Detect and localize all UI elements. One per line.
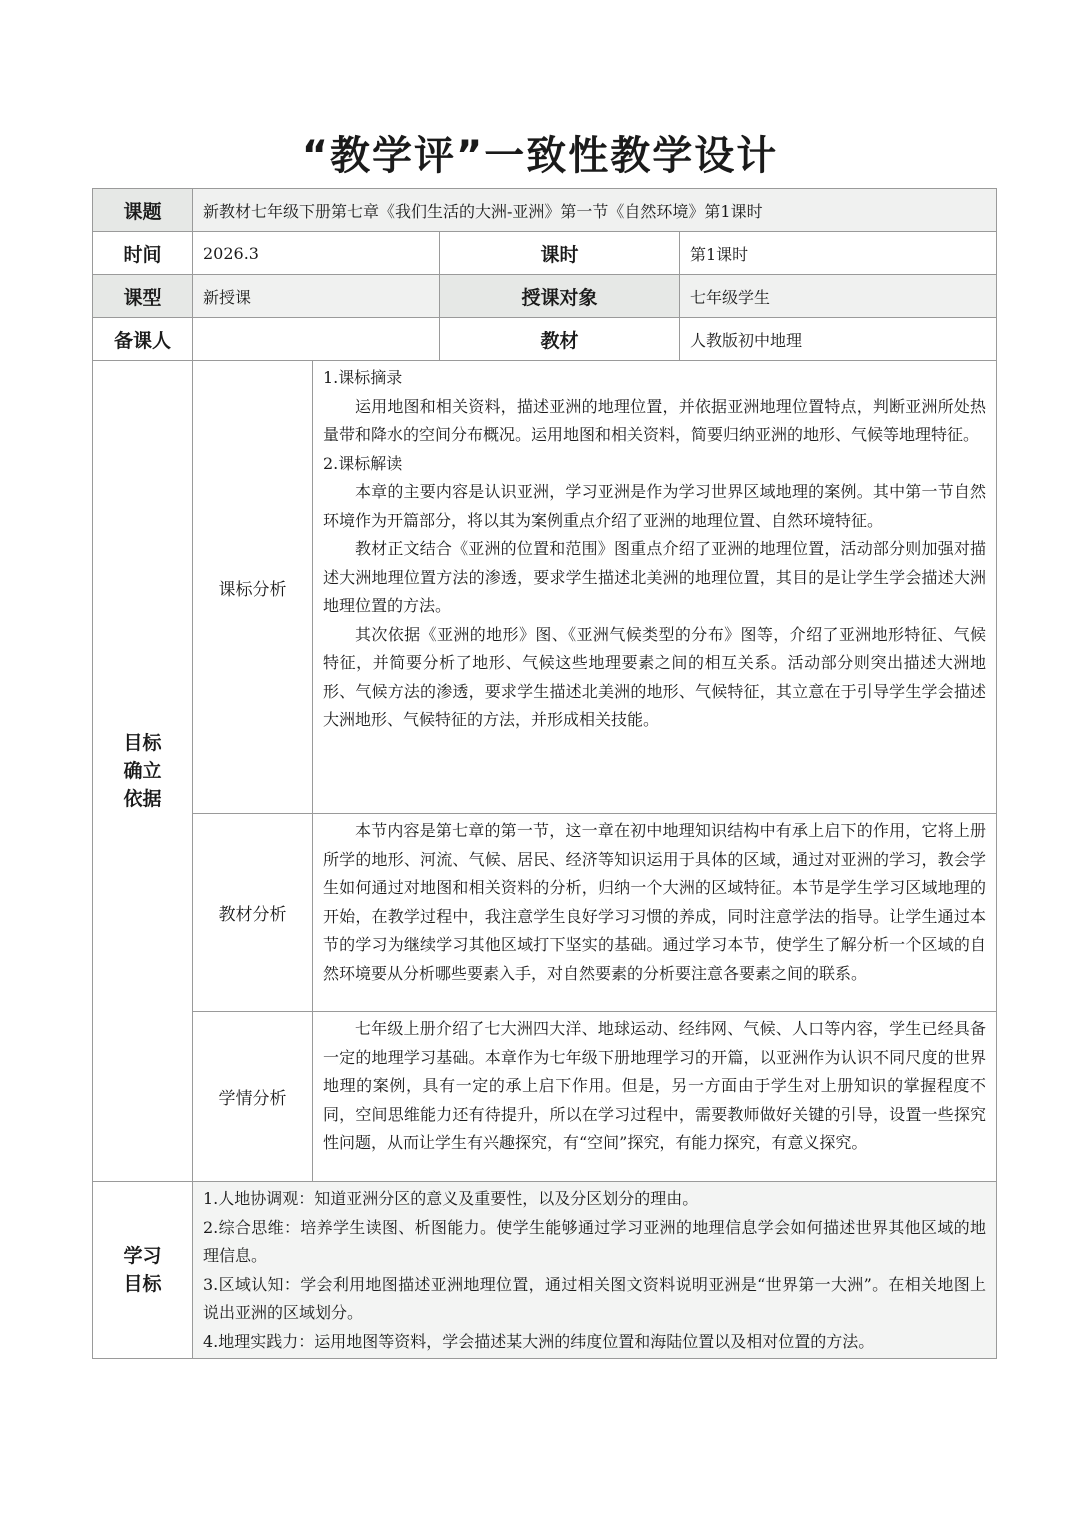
- topic-value: 新教材七年级下册第七章《我们生活的大洲-亚洲》第一节《自然环境》第1课时: [193, 189, 997, 232]
- standard-paragraph-2: 本章的主要内容是认识亚洲，学习亚洲是作为学习世界区域地理的案例。其中第一节自然环境作为开篇部分，将以其为案例重点介绍了亚洲的地理位置、自然环境特征。: [323, 482, 987, 530]
- goal-item-1: 1.人地协调观：知道亚洲分区的意义及重要性，以及分区划分的理由。: [203, 1189, 699, 1208]
- goal-item-4: 4.地理实践力：运用地图等资料，学会描述某大洲的纬度位置和海陆位置以及相对位置的方法。: [203, 1331, 875, 1351]
- standard-heading-1: 1.课标摘录: [323, 368, 403, 387]
- preparer-value: [193, 318, 440, 361]
- goal-item-2: 2.综合思维：培养学生读图、析图能力。使学生能够通过学习亚洲的地理信息学会如何描述世界其他区域的地理信息。: [203, 1217, 987, 1265]
- type-label: 课型: [93, 275, 193, 318]
- preparer-label: 备课人: [93, 318, 193, 361]
- textbook-value: 人教版初中地理: [680, 318, 997, 361]
- period-value: 第1课时: [680, 232, 997, 275]
- standard-analysis-content: [313, 361, 997, 814]
- student-analysis-content: [313, 1012, 997, 1182]
- period-label: 课时: [440, 232, 680, 275]
- goals-label: 学习目标: [93, 1182, 193, 1359]
- goals-content: [193, 1182, 997, 1359]
- time-value: 2026.3: [193, 232, 440, 275]
- standard-analysis-label: 课标分析: [193, 361, 313, 814]
- topic-label: 课题: [93, 189, 193, 232]
- student-analysis-paragraph: 七年级上册介绍了七大洲四大洋、地球运动、经纬网、气候、人口等内容，学生已经具备一定的地理学习基础。本章作为七年级下册地理学习的开篇，以亚洲作为认识不同尺度的世界地理的案例，具有一定的承上启下作用。但是，另一方面由于学生对上册知识的掌握程度不同，空间思维能力还有待提升，所以在学习过程中，需要教师做好关键的引导，设置一些探究性问题，从而让学生有兴趣探究，有“空间”探究，有能力探究，有意义探究。: [323, 1019, 987, 1152]
- goal-item-3: 3.区域认知：学会利用地图描述亚洲地理位置，通过相关图文资料说明亚洲是“世界第一大洲”。在相关地图上说出亚洲的区域划分。: [203, 1274, 987, 1322]
- basis-label: 目标确立依据: [93, 361, 193, 1182]
- standard-paragraph-4: 其次依据《亚洲的地形》图、《亚洲气候类型的分布》图等，介绍了亚洲地形特征、气候特征，并简要分析了地形、气候这些地理要素之间的相互关系。活动部分则突出描述大洲地形、气候方法的渗透，要求学生描述北美洲的地形、气候特征，其立意在于引导学生学会描述大洲地形、气候特征的方法，并形成相关技能。: [323, 624, 987, 729]
- textbook-analysis-content: [313, 814, 997, 1012]
- row-time: [93, 232, 997, 275]
- row-type: [93, 275, 997, 318]
- standard-paragraph-1: 运用地图和相关资料，描述亚洲的地理位置，并依据亚洲地理位置特点，判断亚洲所处热量带和降水的空间分布概况。运用地图和相关资料，简要归纳亚洲的地形、气候等地理特征。: [323, 396, 987, 444]
- page-title: “教学评”一致性教学设计: [301, 133, 779, 179]
- lesson-plan-table: [92, 188, 997, 1359]
- textbook-analysis-paragraph: 本节内容是第七章的第一节，这一章在初中地理知识结构中有承上启下的作用，它将上册所学的地形、河流、气候、居民、经济等知识运用于具体的区域，通过对亚洲的学习，教会学生如何通过对地图和相关资料的分析，归纳一个大洲的区域特征。本节是学生学习区域地理的开始，在教学过程中，我注意学生良好学习习惯的养成，同时注意学法的指导。让学生通过本节的学习为继续学习其他区域打下坚实的基础。通过学习本节，使学生了解分析一个区域的自然环境要从分析哪些要素入手，对自然要素的分析要注意各要素之间的联系。: [323, 821, 987, 983]
- row-learning-goals: [93, 1182, 997, 1359]
- row-student-analysis: [93, 1012, 997, 1182]
- standard-paragraph-3: 教材正文结合《亚洲的位置和范围》图重点介绍了亚洲的地理位置，活动部分则加强对描述大洲地理位置方法的渗透，要求学生描述北美洲的地理位置，其目的是让学生学会描述大洲地理位置的方法。: [323, 539, 987, 615]
- textbook-analysis-label: 教材分析: [193, 814, 313, 1012]
- audience-label: 授课对象: [440, 275, 680, 318]
- row-standard-analysis: [93, 361, 997, 814]
- row-textbook-analysis: [93, 814, 997, 1012]
- row-preparer: [93, 318, 997, 361]
- time-label: 时间: [93, 232, 193, 275]
- standard-heading-2: 2.课标解读: [323, 453, 403, 473]
- type-value: 新授课: [193, 275, 440, 318]
- row-topic: [93, 189, 997, 232]
- student-analysis-label: 学情分析: [193, 1012, 313, 1182]
- textbook-label: 教材: [440, 318, 680, 361]
- audience-value: 七年级学生: [680, 275, 997, 318]
